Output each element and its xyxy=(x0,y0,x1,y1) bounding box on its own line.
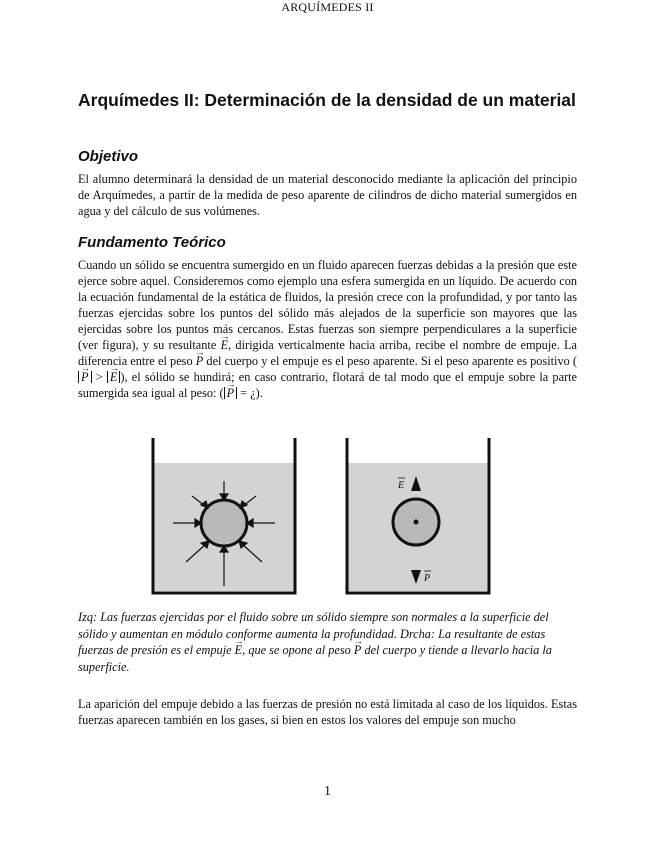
section-heading-objetivo: Objetivo xyxy=(78,148,139,165)
caption-text-a: Izq: Las fuerzas ejercidas por el fluido sobre un sólido siempre son normales a la superficie del sólido y aumentan en módulo conforme aumenta la profundidad. Drcha: La resultante de estas fuerzas de presión es el empuje xyxy=(78,610,549,657)
paragraph-empuje: La aparición del empuje debido a las fuerzas de presión no está limitada al caso de los líquidos. Estas fuerzas aparecen también en los gases, si bien en estos los valores del empuje son mucho xyxy=(78,697,577,727)
caption-text-b: , que se opone al peso xyxy=(242,643,351,657)
abs-P-symbol xyxy=(78,371,92,383)
fundamento-text-b: , dirigida verticalmente hacia arriba, recibe el nombre de empuje. La diferencia entre el peso xyxy=(78,338,578,368)
caption-vector-E: → E xyxy=(235,642,243,659)
caption-text-c: del cuerpo y tiende a llevarlo hacia la superficie. xyxy=(78,643,552,674)
section-heading-fundamento: Fundamento Teórico xyxy=(78,234,226,251)
page-number: 1 xyxy=(324,784,331,799)
figure-caption xyxy=(78,609,577,675)
vector-P-symbol: → P xyxy=(196,353,204,369)
center-of-mass-dot xyxy=(414,520,419,525)
abs-P-symbol-2 xyxy=(224,387,238,399)
paragraph-objetivo: El alumno determinará la densidad de un material desconocido mediante la aplicación del principio de Arquímedes, a partir de la medida de peso aparente de cilindros de dicho material sumergidos en agua y del cálculo de sus volúmenes. xyxy=(78,172,577,218)
caption-vector-P: → P xyxy=(354,642,362,659)
abs-E-symbol xyxy=(107,371,121,383)
page-title: Arquímedes II: Determinación de la densidad de un material xyxy=(78,90,576,110)
fundamento-text-c: del cuerpo y el empuje es el peso aparente. Si el peso aparente es positivo ( xyxy=(206,354,577,368)
fundamento-text-d: ), el sólido se hundirá; en caso contrario, flotará de tal modo que el empuje sobre la parte sumergida sea igual al peso: ( xyxy=(78,370,578,400)
vector-P-symbol-2: → P xyxy=(81,371,89,383)
label-E: E xyxy=(398,480,405,491)
running-header: ARQUÍMEDES II xyxy=(281,0,374,14)
paragraph-fundamento xyxy=(78,257,577,401)
fundamento-text-e: = ¿). xyxy=(237,386,263,400)
vector-E-symbol-2: → E xyxy=(110,371,118,383)
gt-symbol: > xyxy=(95,370,103,384)
fundamento-text-a: Cuando un sólido se encuentra sumergido en un fluido aparecen fuerzas debidas a la presión que este ejerce sobre aquel. Consideremos como ejemplo una esfera sumergida en un líquido. De acuerdo con la ecuación fundamental de la estática de fluidos, la presión crece con la profundidad, y por tanto las fuerzas ejercidas sobre los puntos del sólido más alejados de la superficie son mayores que las ejercidas sobre los puntos más cercanos. Estas fuerzas son siempre perpendiculares a la superficie (ver figura), y su resultante xyxy=(78,258,577,352)
vector-P-symbol-3: → P xyxy=(227,387,235,399)
label-P: P xyxy=(424,573,431,584)
vector-E-symbol: → E xyxy=(221,337,229,353)
buoyancy-figure xyxy=(148,436,493,598)
